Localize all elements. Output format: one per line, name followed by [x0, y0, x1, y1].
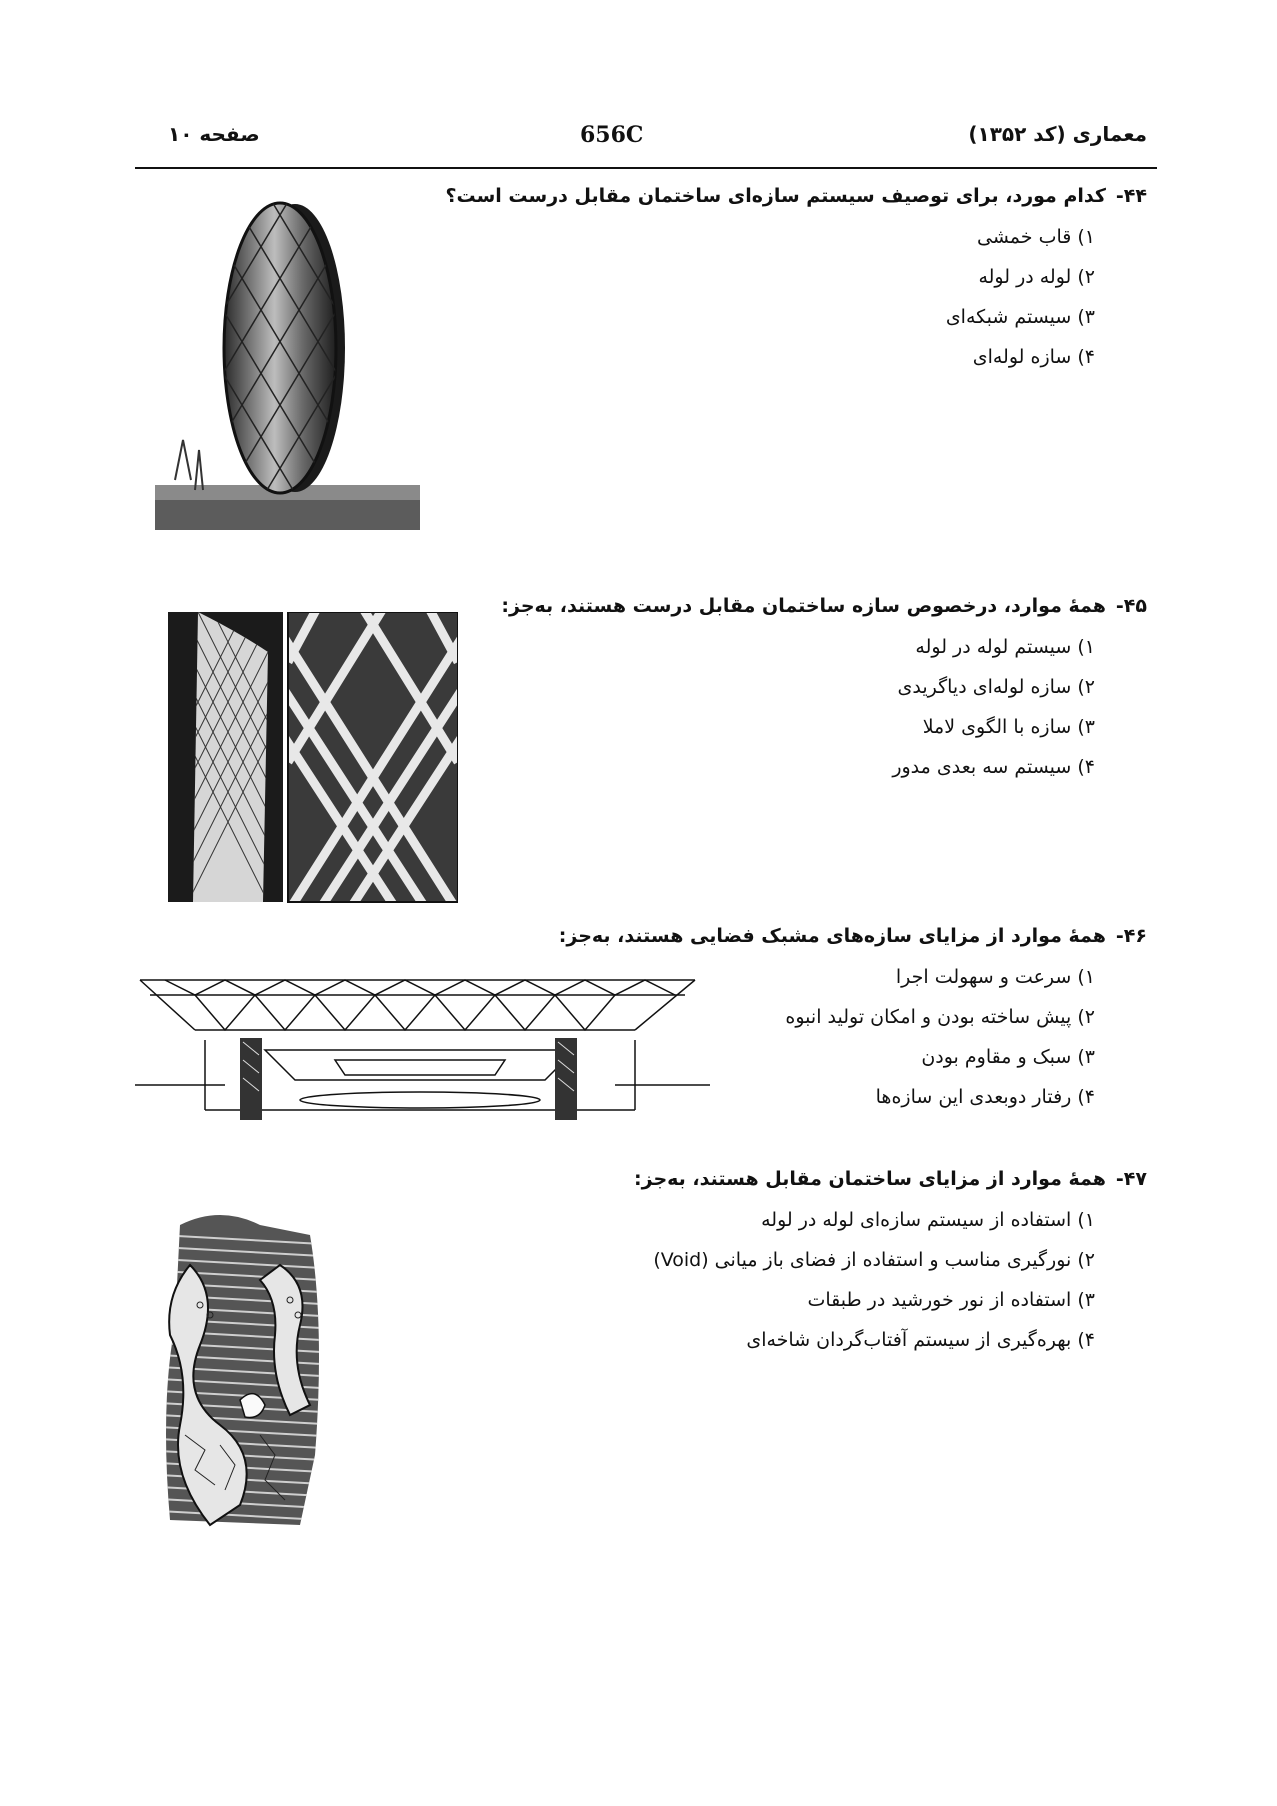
question-stem: همهٔ موارد از مزایای سازه‌های مشبک فضایی هستند، به‌جز:: [558, 925, 1106, 947]
option-3[interactable]: ۳) سازه با الگوی لاملا: [922, 716, 1095, 738]
question-number: ۴۷-: [1115, 1168, 1147, 1190]
option-3[interactable]: ۳) سیستم شبکه‌ای: [945, 306, 1095, 328]
option-2[interactable]: ۲) سازه لوله‌ای دیاگریدی: [897, 676, 1095, 698]
question-number: ۴۶-: [1115, 925, 1147, 947]
space-frame-sketch: [135, 960, 710, 1130]
option-2[interactable]: ۲) نورگیری مناسب و استفاده از فضای باز میانی (Void): [653, 1249, 1095, 1271]
option-1[interactable]: ۱) سرعت و سهولت اجرا: [895, 966, 1095, 988]
booklet-code: 656C: [580, 122, 644, 148]
circular-tower-photo: [155, 200, 420, 530]
option-3[interactable]: ۳) استفاده از نور خورشید در طبقات: [807, 1289, 1095, 1311]
option-1[interactable]: ۱) سیستم لوله در لوله: [915, 636, 1095, 658]
option-4[interactable]: ۴) سازه لوله‌ای: [972, 346, 1095, 368]
organic-tower-photo: [160, 1205, 340, 1535]
question-45: [501, 595, 1147, 787]
exam-subject: معماری (کد ۱۳۵۲): [968, 122, 1147, 146]
option-4[interactable]: ۴) رفتار دوبعدی این سازه‌ها: [875, 1086, 1095, 1108]
options-list: [634, 1200, 1095, 1360]
diagrid-tower-photo: [168, 612, 458, 912]
page-number: صفحه ۱۰: [168, 122, 260, 146]
header-divider: [135, 167, 1157, 169]
option-1[interactable]: ۱) قاب خمشی: [977, 226, 1095, 248]
option-3[interactable]: ۳) سبک و مقاوم بودن: [921, 1046, 1095, 1068]
option-4[interactable]: ۴) سیستم سه بعدی مدور: [892, 756, 1095, 778]
question-44: [445, 185, 1147, 377]
question-47: [634, 1168, 1147, 1360]
question-number: ۴۴-: [1115, 185, 1147, 207]
option-1[interactable]: ۱) استفاده از سیستم سازه‌ای لوله در لوله: [761, 1209, 1095, 1231]
options-list: [445, 217, 1095, 377]
question-stem: همهٔ موارد از مزایای ساختمان مقابل هستند، به‌جز:: [634, 1168, 1106, 1190]
option-2[interactable]: ۲) لوله در لوله: [978, 266, 1095, 288]
options-list: [501, 627, 1095, 787]
question-stem: همهٔ موارد، درخصوص سازه ساختمان مقابل درست هستند، به‌جز:: [501, 595, 1106, 617]
question-number: ۴۵-: [1115, 595, 1147, 617]
option-4[interactable]: ۴) بهره‌گیری از سیستم آفتاب‌گردان شاخه‌ای: [746, 1329, 1095, 1351]
question-stem: کدام مورد، برای توصیف سیستم سازه‌ای ساختمان مقابل درست است؟: [445, 185, 1106, 207]
option-2[interactable]: ۲) پیش ساخته بودن و امکان تولید انبوه: [785, 1006, 1095, 1028]
